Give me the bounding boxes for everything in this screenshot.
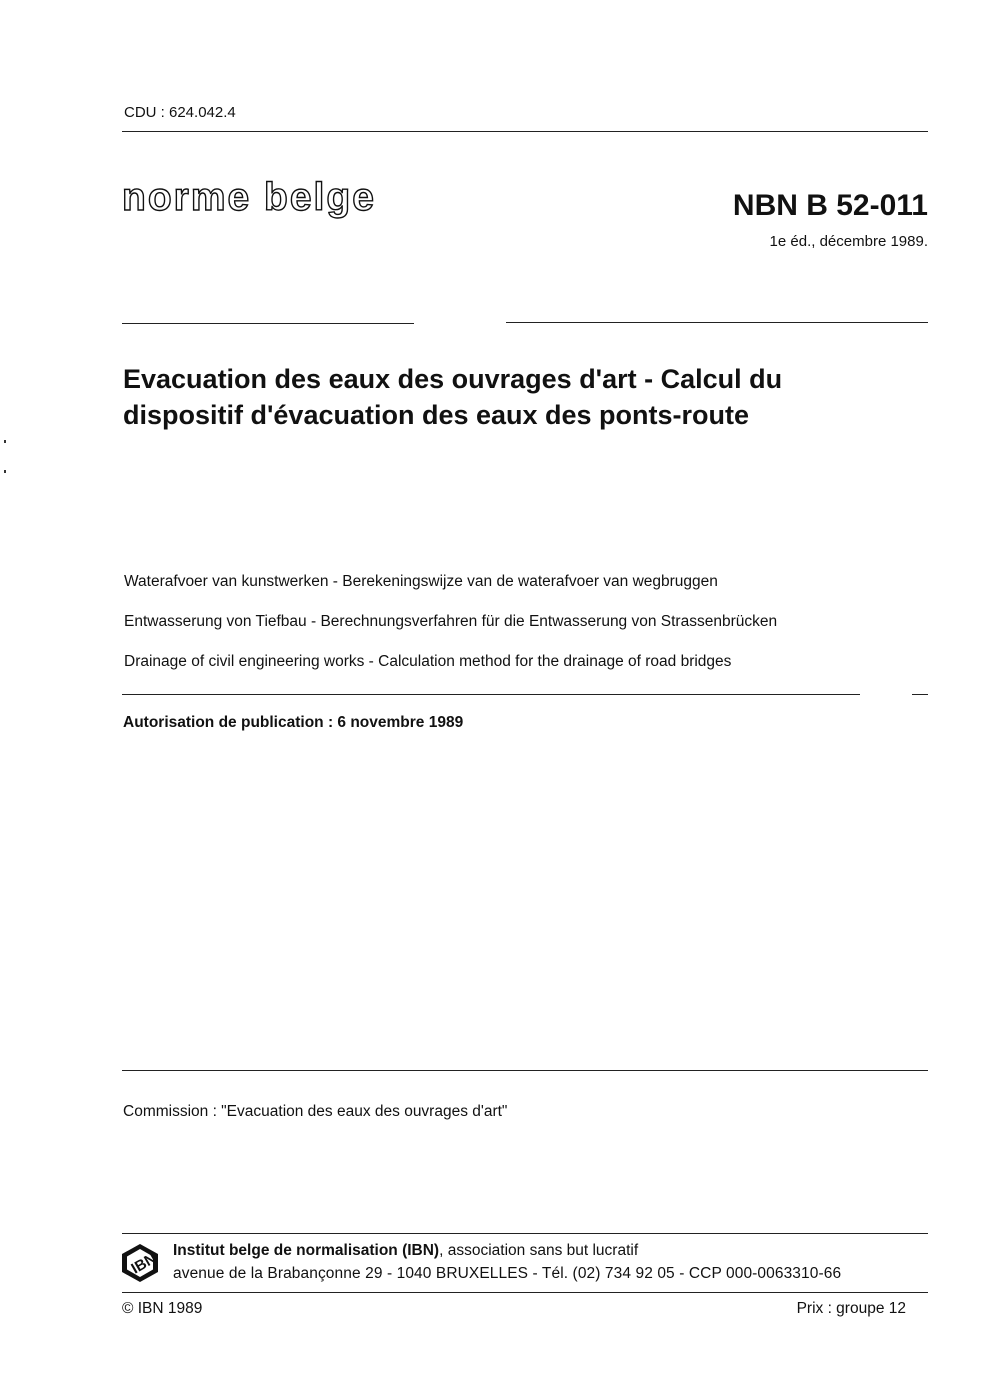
title-rule-right [506, 322, 928, 323]
scan-margin-mark [4, 440, 6, 443]
translations-rule [122, 694, 860, 695]
institute-rule-top [122, 1233, 928, 1234]
translation-dutch: Waterafvoer van kunstwerken - Berekeningswijze van de waterafvoer van wegbruggen [124, 573, 718, 590]
cdu-classification: CDU : 624.042.4 [124, 104, 236, 121]
translation-english: Drainage of civil engineering works - Calculation method for the drainage of road bridges [124, 653, 732, 670]
institute-name: Institut belge de normalisation (IBN) [173, 1242, 440, 1259]
price-group: Prix : groupe 12 [796, 1300, 906, 1317]
commission-name: Commission : "Evacuation des eaux des ouvrages d'art" [123, 1103, 508, 1120]
title-line-1: Evacuation des eaux des ouvrages d'art - Calcul du [123, 364, 783, 394]
top-rule [122, 131, 928, 132]
title-rule-left [122, 323, 414, 324]
edition-date: 1e éd., décembre 1989. [769, 233, 928, 250]
institute-name-line [173, 1242, 638, 1260]
institute-suffix: , association sans but lucratif [439, 1242, 639, 1259]
document-title [123, 361, 923, 433]
brand-title: norme belge [122, 176, 376, 219]
translation-german: Entwasserung von Tiefbau - Berechnungsverfahren für die Entwasserung von Strassenbrücken [124, 613, 778, 630]
copyright: © IBN 1989 [122, 1300, 203, 1317]
translations-rule-tail [912, 694, 928, 695]
institute-rule-bottom [122, 1292, 928, 1293]
title-line-2: dispositif d'évacuation des eaux des ponts-route [123, 400, 750, 430]
scan-margin-mark [4, 470, 6, 473]
publication-authorization: Autorisation de publication : 6 novembre 1989 [123, 714, 464, 731]
ibn-logo-icon [120, 1243, 160, 1283]
institute-address: avenue de la Brabançonne 29 - 1040 BRUXELLES - Tél. (02) 734 92 05 - CCP 000-0063310-66 [173, 1265, 842, 1282]
svg-text:IBN: IBN [128, 1249, 160, 1278]
commission-rule [122, 1070, 928, 1071]
standard-code: NBN B 52-011 [732, 189, 928, 222]
